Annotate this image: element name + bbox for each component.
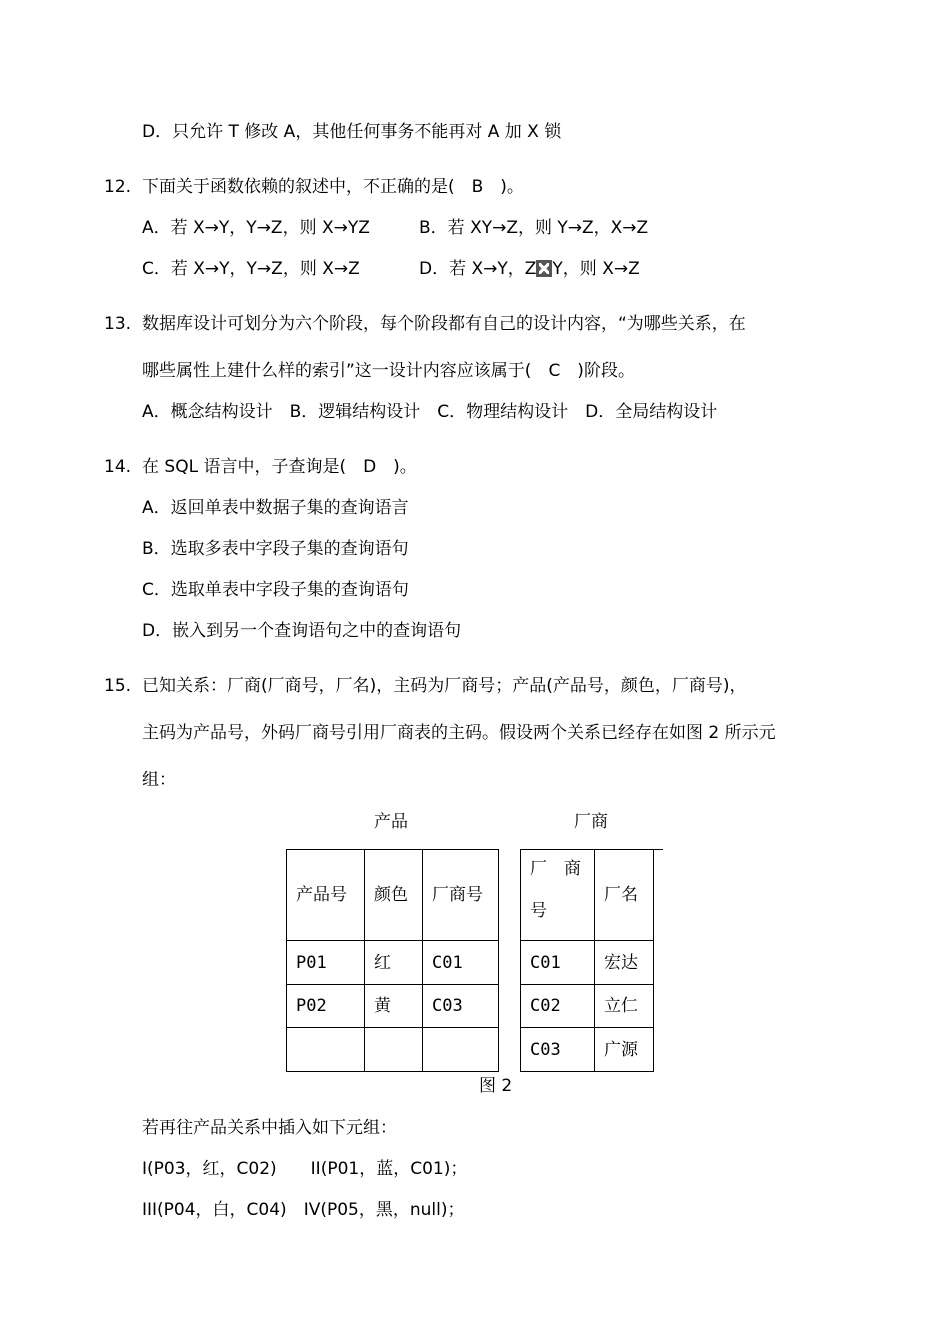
vendor-cell: 立仁: [595, 985, 654, 1028]
vendor-cell: 广源: [595, 1028, 654, 1072]
table-row: [521, 985, 654, 1028]
q12-option-d-pre: D．若 X→Y，Z: [419, 259, 537, 279]
q14-option-b: B．选取多表中字段子集的查询语句: [142, 539, 409, 559]
vendor-cell: 宏达: [595, 941, 654, 985]
q12-option-d-post: Y，则 X→Z: [552, 259, 640, 279]
product-cell: [365, 1028, 423, 1072]
table-row: [287, 985, 499, 1028]
vendor-header-id: [521, 850, 595, 941]
q13-stem-line2: 哪些属性上建什么样的索引”这一设计内容应该属于( C )阶段。: [142, 361, 635, 381]
vendor-cell: C02: [521, 985, 595, 1028]
table-row: [287, 1028, 499, 1072]
product-cell: P02: [287, 985, 365, 1028]
insert-tuples-line2: III(P04，白，C04) IV(P05，黑，null)；: [142, 1200, 465, 1220]
q15-stem-line1: 已知关系：厂商(厂商号，厂名)，主码为厂商号；产品(产品号，颜色，厂商号)，: [142, 676, 747, 696]
q14-option-d: D．嵌入到另一个查询语句之中的查询语句: [142, 621, 462, 641]
product-header-vendor: 厂商号: [423, 850, 499, 941]
vendor-header-name: 厂名: [595, 850, 654, 941]
q14-option-c: C．选取单表中字段子集的查询语句: [142, 580, 409, 600]
q12-option-b: B．若 XY→Z，则 Y→Z，X→Z: [419, 218, 649, 238]
vendor-cell: C01: [521, 941, 595, 985]
product-cell: [423, 1028, 499, 1072]
product-cell: C03: [423, 985, 499, 1028]
product-cell: 红: [365, 941, 423, 985]
q11-option-d: D．只允许 T 修改 A，其他任何事务不能再对 A 加 X 锁: [142, 122, 562, 142]
vendor-table-header-row: [521, 850, 654, 941]
q12-option-d: [419, 257, 640, 281]
q12-stem: 下面关于函数依赖的叙述中，不正确的是( B )。: [142, 177, 524, 197]
q15-number: 15.: [104, 676, 132, 696]
q14-stem: 在 SQL 语言中，子查询是( D )。: [142, 457, 417, 477]
q12-number: 12.: [104, 177, 132, 197]
q13-options: A．概念结构设计 B．逻辑结构设计 C．物理结构设计 D．全局结构设计: [142, 402, 718, 422]
product-header-color: 颜色: [365, 850, 423, 941]
vendor-cell: C03: [521, 1028, 595, 1072]
q12-option-a: A．若 X→Y，Y→Z，则 X→YZ: [142, 218, 370, 238]
insert-tuples-line1: I(P03，红，C02) II(P01，蓝，C01)；: [142, 1159, 468, 1179]
table-row: [287, 941, 499, 985]
q13-stem-line1: 数据库设计可划分为六个阶段，每个阶段都有自己的设计内容，“为哪些关系，在: [142, 314, 746, 334]
q15-stem-line3: 组：: [142, 770, 176, 790]
product-header-id: 产品号: [287, 850, 365, 941]
vendor-table: [520, 849, 654, 1072]
vendor-table-title: 厂商: [574, 812, 608, 832]
product-cell: C01: [423, 941, 499, 985]
product-cell: 黄: [365, 985, 423, 1028]
vendor-header-id-line1: 厂 商: [530, 859, 581, 879]
product-table-title: 产品: [374, 812, 408, 832]
q14-number: 14.: [104, 457, 132, 477]
vendor-header-id-line2: 号: [530, 901, 547, 921]
figure-caption: 图 2: [479, 1076, 513, 1096]
product-cell: P01: [287, 941, 365, 985]
table-border-stub: [654, 849, 663, 850]
q12-option-c: C．若 X→Y，Y→Z，则 X→Z: [142, 259, 360, 279]
q13-number: 13.: [104, 314, 132, 334]
product-table-header-row: [287, 850, 499, 941]
product-table: [286, 849, 499, 1072]
table-row: [521, 941, 654, 985]
table-row: [521, 1028, 654, 1072]
product-cell: [287, 1028, 365, 1072]
insert-intro: 若再往产品关系中插入如下元组：: [142, 1118, 397, 1138]
q15-stem-line2: 主码为产品号，外码厂商号引用厂商表的主码。假设两个关系已经存在如图 2 所示元: [142, 723, 776, 743]
missing-glyph-icon: [536, 260, 552, 277]
q14-option-a: A．返回单表中数据子集的查询语言: [142, 498, 409, 518]
